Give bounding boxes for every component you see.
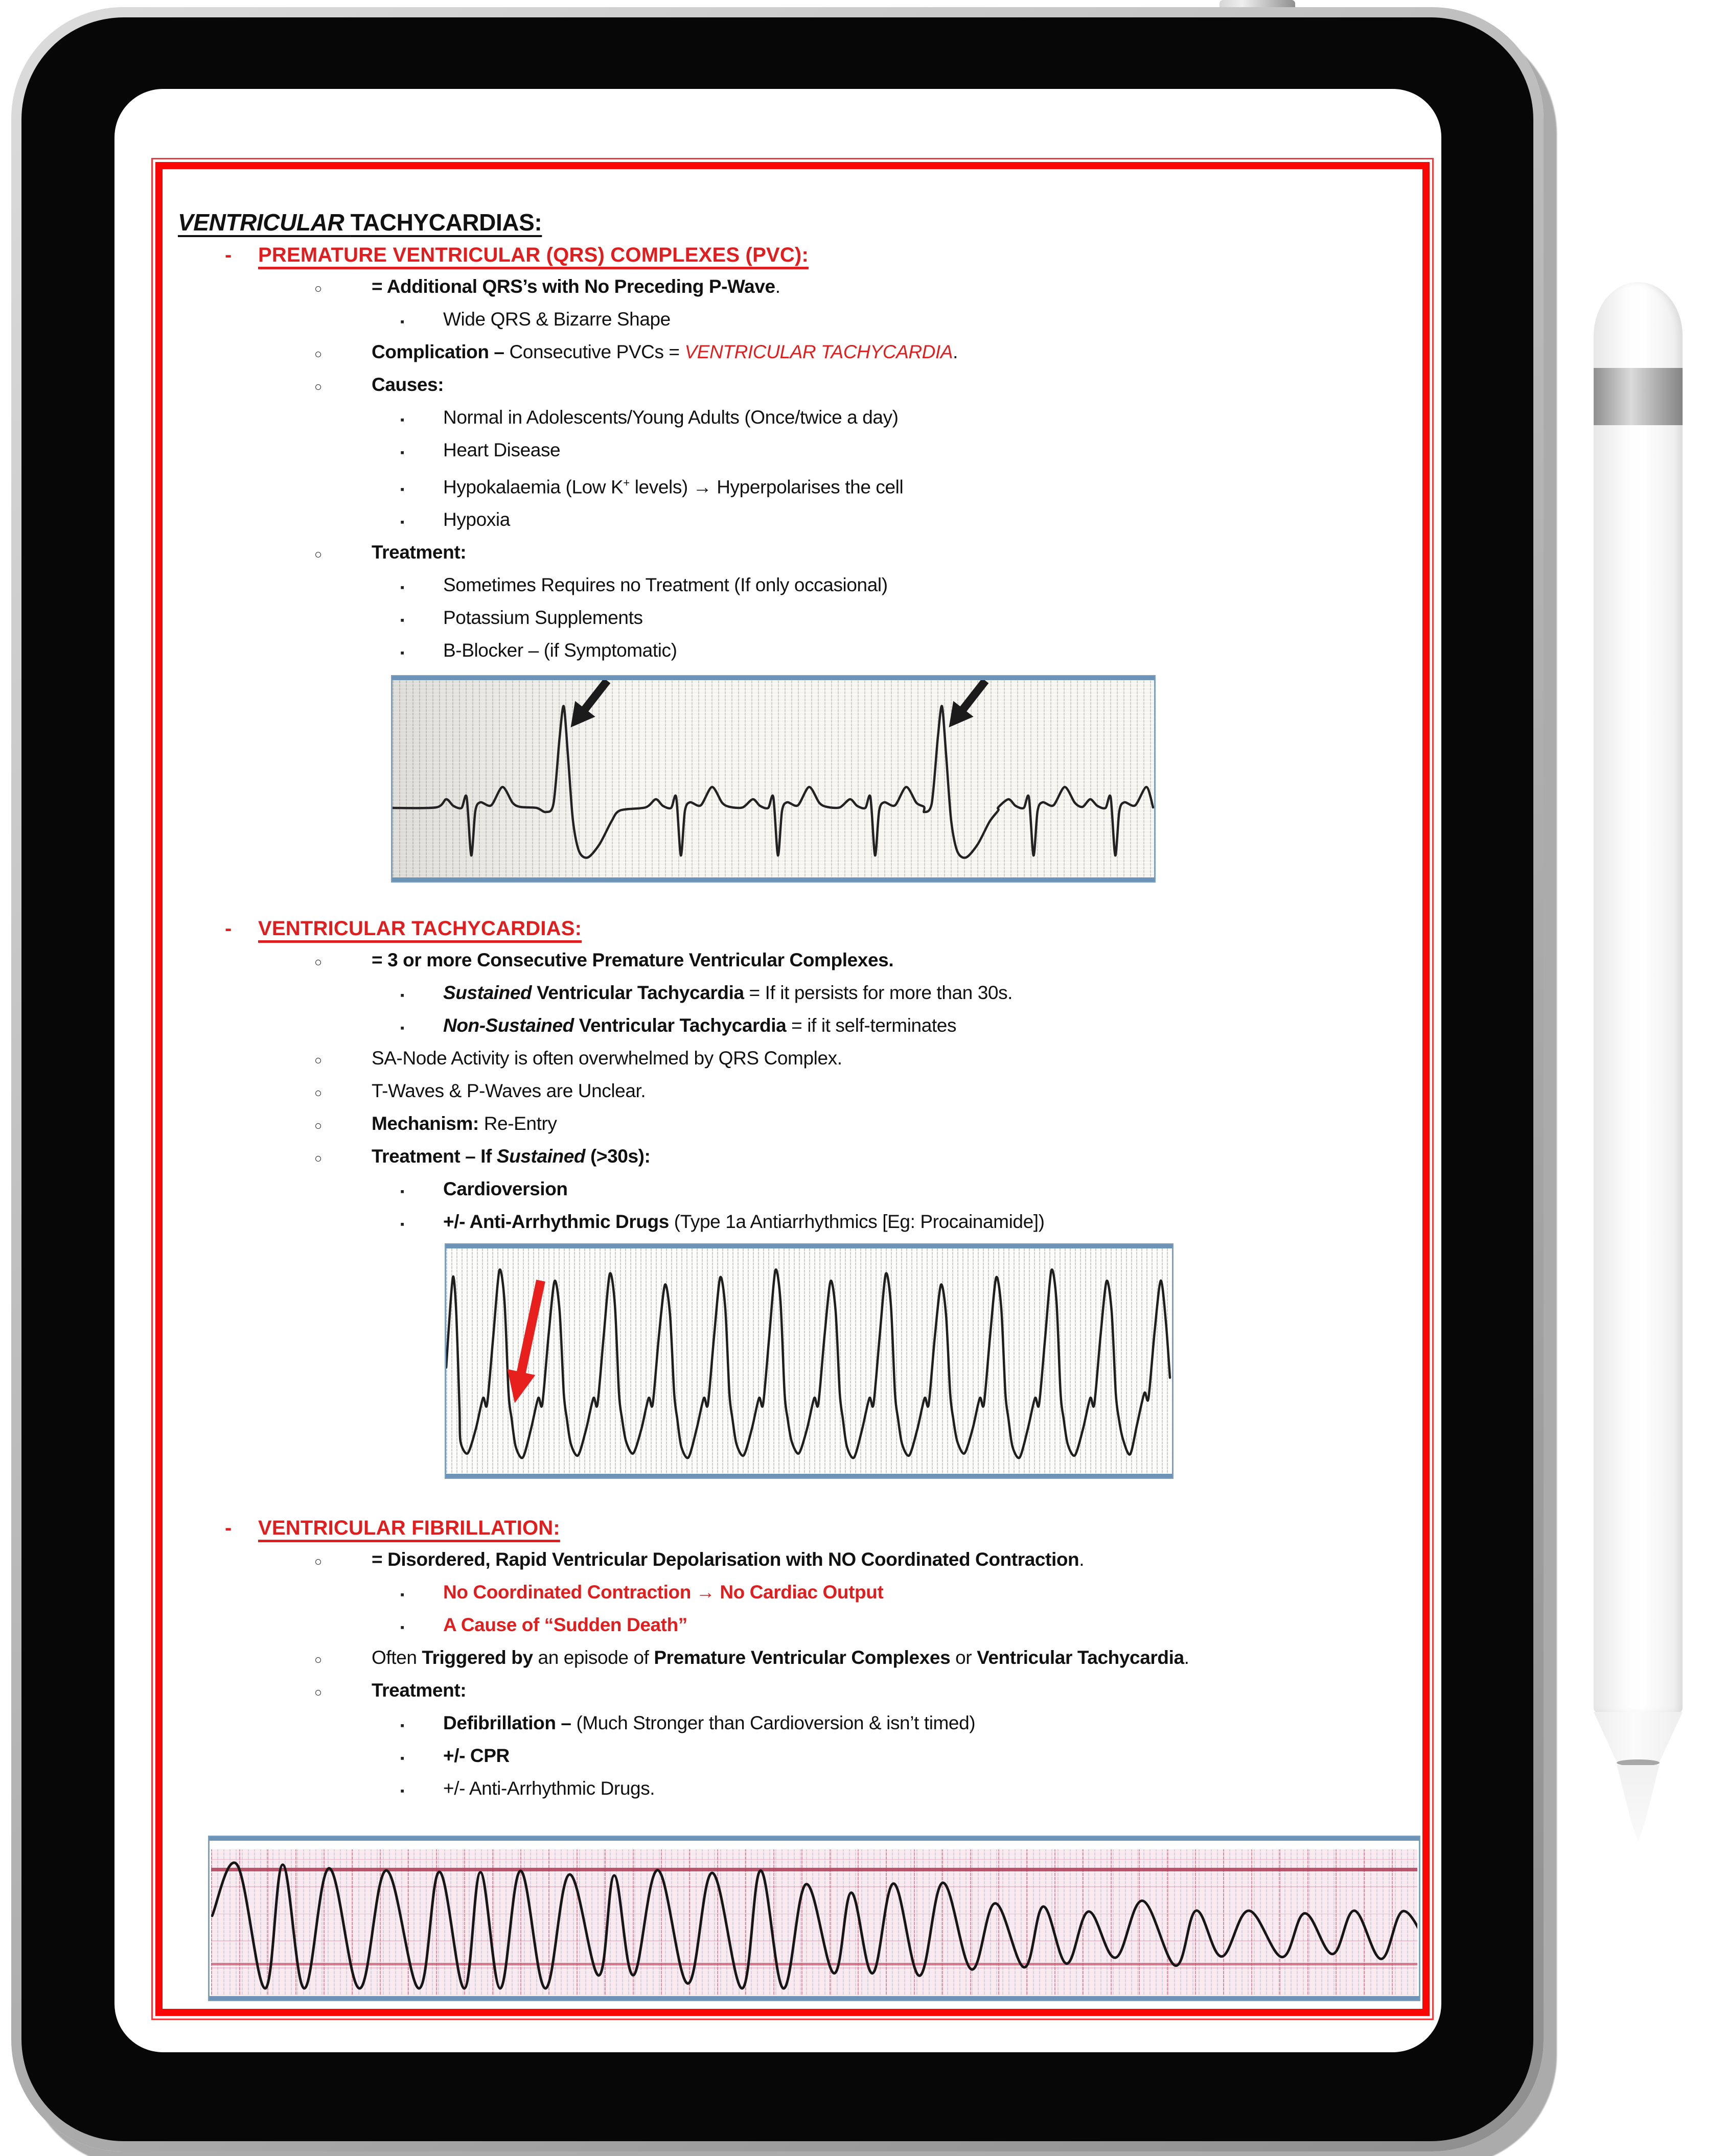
apple-pencil xyxy=(1594,282,1683,1846)
list-item-text xyxy=(372,945,893,976)
dash-icon: - xyxy=(225,917,232,940)
vt-ecg-strip xyxy=(445,1243,1174,1479)
circle-bullet-icon: ○ xyxy=(314,1086,322,1101)
text-run: Treatment: xyxy=(372,1680,467,1701)
list-item-text xyxy=(372,1043,842,1074)
list-item xyxy=(164,1141,1412,1174)
text-run: Re-Entry xyxy=(478,1113,557,1134)
list-item-text xyxy=(443,1708,975,1738)
text-run: +/- Anti-Arrhythmic Drugs xyxy=(443,1211,674,1233)
list-item xyxy=(164,1108,1412,1141)
list-item xyxy=(164,271,1412,304)
square-bullet-icon: ▪ xyxy=(400,1185,404,1198)
ecg-grid-paper xyxy=(211,1849,1417,1996)
list-item xyxy=(164,570,1412,602)
list-item-text xyxy=(443,304,671,335)
list-item-text xyxy=(372,337,958,367)
list-item xyxy=(164,602,1412,635)
square-bullet-icon: ▪ xyxy=(400,1751,404,1765)
list-item xyxy=(164,468,1412,504)
text-run: = If it persists for more than 30s. xyxy=(744,982,1013,1004)
square-bullet-icon: ▪ xyxy=(400,446,404,459)
document-page-border xyxy=(151,158,1434,2020)
vf-ecg-strip xyxy=(208,1836,1420,2001)
list-item xyxy=(164,1010,1412,1043)
list-item xyxy=(164,435,1412,468)
document-content xyxy=(163,169,1422,2009)
square-bullet-icon: ▪ xyxy=(400,1620,404,1634)
circle-bullet-icon: ○ xyxy=(314,955,322,970)
circle-bullet-icon: ○ xyxy=(314,282,322,296)
list-item-text xyxy=(372,1108,557,1139)
section-1 xyxy=(164,912,1412,1479)
list-item-text xyxy=(443,1010,956,1041)
list-item-text xyxy=(372,369,444,400)
list-item-text xyxy=(443,504,510,535)
tablet-device xyxy=(11,7,1544,2151)
list-item-text xyxy=(443,1577,883,1608)
list-item xyxy=(164,1642,1412,1675)
pencil-taper xyxy=(1594,1712,1683,1762)
text-run: Wide QRS & Bizarre Shape xyxy=(443,309,671,330)
list-item-text xyxy=(443,602,643,633)
square-bullet-icon: ▪ xyxy=(400,646,404,660)
square-bullet-icon: ▪ xyxy=(400,1784,404,1798)
text-run: Sustained xyxy=(443,982,537,1004)
text-run: = Additional QRS’s with No Preceding P-Wave xyxy=(372,276,775,297)
text-run: No Coordinated Contraction → No Cardiac Output xyxy=(443,1582,884,1603)
text-run: VENTRICULAR TACHYCARDIA xyxy=(684,341,953,362)
list-item xyxy=(164,945,1412,978)
tablet-screen[interactable] xyxy=(114,89,1441,2052)
circle-bullet-icon: ○ xyxy=(314,1685,322,1700)
tablet-bezel xyxy=(21,17,1533,2141)
dash-icon: - xyxy=(225,244,232,266)
text-run: = if it self-terminates xyxy=(786,1015,957,1036)
ecg-trace-svg xyxy=(211,1849,1417,1996)
text-run: . xyxy=(953,341,958,362)
section-heading: VENTRICULAR FIBRILLATION: xyxy=(258,1517,560,1540)
text-run: . xyxy=(1184,1647,1189,1668)
text-run: = 3 or more Consecutive Premature Ventricular Complexes. xyxy=(372,949,894,971)
section-2 xyxy=(164,1512,1412,2001)
square-bullet-icon: ▪ xyxy=(400,613,404,627)
text-run: Complication – xyxy=(372,341,510,362)
section-heading: PREMATURE VENTRICULAR (QRS) COMPLEXES (PVC): xyxy=(258,244,809,266)
list-item-text xyxy=(372,1076,646,1106)
text-run: +/- Anti-Arrhythmic Drugs. xyxy=(443,1778,655,1799)
section-heading: VENTRICULAR TACHYCARDIAS: xyxy=(258,917,582,940)
list-item xyxy=(164,1043,1412,1076)
list-item-text xyxy=(443,570,888,600)
text-run: A Cause of “Sudden Death” xyxy=(443,1614,687,1636)
text-run: Sometimes Requires no Treatment (If only occasional) xyxy=(443,574,888,596)
list-item xyxy=(164,1174,1412,1207)
ecg-trace-svg xyxy=(393,677,1154,881)
figure-top-border xyxy=(446,1244,1172,1248)
list-item xyxy=(164,1544,1412,1577)
list-item xyxy=(164,1773,1412,1806)
text-run: . xyxy=(1079,1549,1085,1570)
list-item-text xyxy=(443,1207,1045,1237)
text-run: + xyxy=(623,476,630,489)
text-run: Treatment – If xyxy=(372,1146,497,1167)
list-item-text xyxy=(443,635,677,666)
text-run: Treatment: xyxy=(372,542,467,563)
square-bullet-icon: ▪ xyxy=(400,1719,404,1732)
text-run: Defibrillation – xyxy=(443,1712,577,1734)
circle-bullet-icon: ○ xyxy=(314,347,322,361)
list-item xyxy=(164,1741,1412,1773)
square-bullet-icon: ▪ xyxy=(400,413,404,426)
text-run: Consecutive PVCs = xyxy=(509,341,685,362)
section-heading-line xyxy=(164,239,1412,271)
list-item-text xyxy=(372,271,780,302)
text-run: . xyxy=(775,276,780,297)
text-run: (Much Stronger than Cardioversion & isn’t timed) xyxy=(576,1712,976,1734)
list-item-text xyxy=(443,468,903,502)
figure-top-border xyxy=(209,1837,1419,1841)
text-run: Ventricular Tachycardia xyxy=(579,1015,787,1036)
circle-bullet-icon: ○ xyxy=(314,380,322,394)
list-item xyxy=(164,304,1412,337)
document-page-inner-border xyxy=(155,162,1430,2016)
circle-bullet-icon: ○ xyxy=(314,547,322,562)
text-run: = Disordered, Rapid Ventricular Depolarisation with NO Coordinated Contraction xyxy=(372,1549,1079,1570)
text-run: Mechanism: xyxy=(372,1113,479,1134)
list-item-text xyxy=(443,1773,655,1804)
section-heading-line xyxy=(164,1512,1412,1544)
text-run: +/- CPR xyxy=(443,1745,510,1767)
text-run: Non-Sustained xyxy=(443,1015,579,1036)
list-item xyxy=(164,1610,1412,1642)
list-item-text xyxy=(443,978,1013,1008)
circle-bullet-icon: ○ xyxy=(314,1653,322,1667)
circle-bullet-icon: ○ xyxy=(314,1053,322,1068)
pencil-band xyxy=(1594,368,1683,425)
page-title xyxy=(178,206,1412,239)
list-item-text xyxy=(443,1174,568,1204)
text-run: Ventricular Tachycardia xyxy=(977,1647,1184,1668)
list-item-text xyxy=(372,1544,1084,1575)
pencil-tip xyxy=(1615,1765,1661,1842)
list-item xyxy=(164,1577,1412,1610)
text-run: Potassium Supplements xyxy=(443,607,643,629)
square-bullet-icon: ▪ xyxy=(400,315,404,328)
circle-bullet-icon: ○ xyxy=(314,1555,322,1569)
list-item xyxy=(164,504,1412,537)
text-run: or xyxy=(950,1647,977,1668)
list-item-text xyxy=(372,1642,1189,1673)
square-bullet-icon: ▪ xyxy=(400,482,404,496)
list-item xyxy=(164,402,1412,435)
text-run: Hypoxia xyxy=(443,509,510,530)
text-run: an episode of xyxy=(533,1647,654,1668)
text-run: VENTRICULAR xyxy=(178,209,351,236)
text-run: (>30s): xyxy=(585,1146,651,1167)
square-bullet-icon: ▪ xyxy=(400,988,404,1002)
text-run: B-Blocker – (if Symptomatic) xyxy=(443,640,677,661)
text-run: Premature Ventricular Complexes xyxy=(654,1647,951,1668)
list-item xyxy=(164,635,1412,668)
list-item xyxy=(164,978,1412,1010)
pencil-body xyxy=(1594,282,1683,1713)
pvc-ecg-strip xyxy=(391,675,1156,883)
list-item-text xyxy=(443,402,899,433)
text-run: T-Waves & P-Waves are Unclear. xyxy=(372,1080,646,1102)
black-arrow-icon xyxy=(939,677,996,735)
text-run: Sustained xyxy=(496,1146,586,1167)
square-bullet-icon: ▪ xyxy=(400,1588,404,1602)
figure-bottom-border xyxy=(209,1996,1419,2000)
text-run: Triggered by xyxy=(422,1647,533,1668)
list-item xyxy=(164,337,1412,369)
list-item xyxy=(164,1076,1412,1108)
text-run: SA-Node Activity is often overwhelmed by QRS Complex. xyxy=(372,1048,842,1069)
list-item-text xyxy=(443,435,560,466)
list-item-text xyxy=(372,537,466,568)
figure-bottom-border xyxy=(392,877,1155,882)
list-item-text xyxy=(443,1741,510,1771)
text-run: TACHYCARDIAS: xyxy=(350,209,542,236)
list-item xyxy=(164,1207,1412,1239)
dash-icon: - xyxy=(225,1517,232,1540)
square-bullet-icon: ▪ xyxy=(400,581,404,594)
square-bullet-icon: ▪ xyxy=(400,515,404,529)
text-run: Often xyxy=(372,1647,422,1668)
text-run: Cardioversion xyxy=(443,1178,568,1200)
list-item-text xyxy=(443,1610,687,1640)
list-item xyxy=(164,369,1412,402)
black-arrow-icon xyxy=(561,677,617,735)
text-run: Normal in Adolescents/Young Adults (Once/twice a day) xyxy=(443,407,899,428)
text-run: Causes: xyxy=(372,374,444,395)
section-0 xyxy=(164,239,1412,883)
list-item-text xyxy=(372,1675,466,1706)
ecg-trace-svg xyxy=(446,1245,1172,1477)
list-item-text xyxy=(372,1141,650,1172)
list-item xyxy=(164,537,1412,570)
square-bullet-icon: ▪ xyxy=(400,1217,404,1231)
list-item xyxy=(164,1675,1412,1708)
figure-bottom-border xyxy=(446,1474,1172,1478)
text-run: Ventricular Tachycardia xyxy=(537,982,744,1004)
circle-bullet-icon: ○ xyxy=(314,1119,322,1133)
circle-bullet-icon: ○ xyxy=(314,1151,322,1166)
list-item xyxy=(164,1708,1412,1741)
text-run: (Type 1a Antiarrhythmics [Eg: Procainamide]) xyxy=(674,1211,1045,1233)
figure-top-border xyxy=(392,676,1155,680)
section-heading-line xyxy=(164,912,1412,945)
square-bullet-icon: ▪ xyxy=(400,1021,404,1035)
text-run: Heart Disease xyxy=(443,439,561,460)
text-run: levels) → Hyperpolarises the cell xyxy=(629,476,904,498)
text-run: Hypokalaemia (Low K xyxy=(443,476,624,498)
